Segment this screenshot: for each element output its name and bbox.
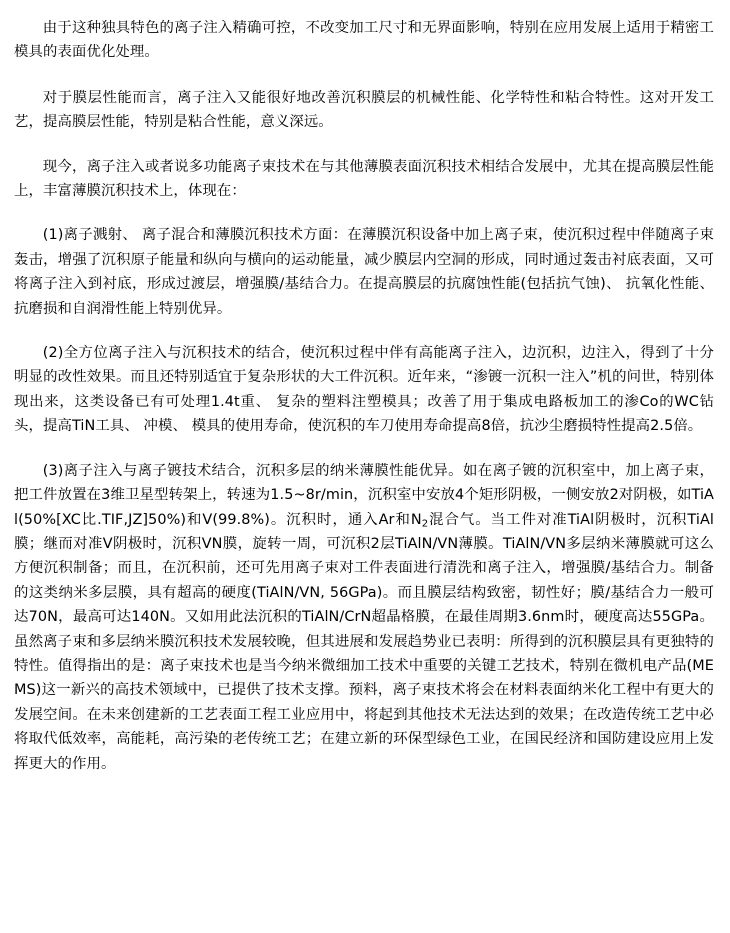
paragraph-4: (1)离子溅射、 离子混合和薄膜沉积技术方面：在薄膜沉积设备中加上离子束，使沉积过程中伴随离子束轰击，增强了沉积原子能量和纵向与横向的运动能量，减少膜层内空洞的形成，同时通过轰击衬底表面，又可将离子注入到衬底，形成过渡层，增强膜/基结合力。在提高膜层的抗腐蚀性能(包括抗气蚀)、 抗氧化性能、 抗磨损和自润滑性能上特别优异。: [14, 227, 714, 317]
document-body: [14, 16, 714, 776]
paragraph-2: 对于膜层性能而言，离子注入又能很好地改善沉积膜层的机械性能、化学特性和粘合特性。这对开发工艺，提高膜层性能，特别是粘合性能，意义深远。: [14, 89, 714, 131]
nitrogen-subscript: 2: [421, 518, 429, 530]
paragraph-6: [14, 459, 714, 776]
paragraph-5: (2)全方位离子注入与沉积技术的结合，使沉积过程中伴有高能离子注入，边沉积，边注入，得到了十分明显的改性效果。而且还特别适宜于复杂形状的大工件沉积。近年来，“渗镀一沉积一注入”机的问世，特别体现出来，这类设备已有可处理1.4t重、 复杂的塑料注塑模具；改善了用于集成电路板加工的渗Co的WC钻头，提高TiN工具、 冲模、 模具的使用寿命，使沉积的车刀使用寿命提高8倍，抗沙尘磨损特性提高2.5倍。: [14, 345, 714, 435]
paragraph-6-text-a: (3)离子注入与离子镀技术结合，沉积多层的纳米薄膜性能优异。如在离子镀的沉积室中，加上离子束，把工件放置在3维卫星型转架上，转速为1.5~8r/min，沉积室中安放4个矩形阴极，一侧安放2对阴极，如TiAl(50%[XC比.TIF,JZ]50%)和V(99.8%)。沉积时，通入Ar和N: [14, 462, 714, 528]
paragraph-6-text-b: 混合气。当工件对准TiAl阴极时，沉积TiAl膜；继而对准V阴极时，沉积VN膜，旋转一周，可沉积2层TiAlN/VN薄膜。TiAlN/VN多层纳米薄膜就可这么方便沉积制备；而且，在沉积前，还可先用离子束对工件表面进行清洗和离子注入，增强膜/基结合力。制备的这类纳米多层膜，具有超高的硬度(TiAlN/VN, 56GPa)。而且膜层结构致密，韧性好；膜/基结合力一般可达70N，最高可达140N。又如用此法沉积的TiAlN/CrN超晶格膜，在最佳周期3.6nm时，硬度高达55GPa。虽然离子束和多层纳米膜沉积技术发展较晚，但其进展和发展趋势业已表明：所得到的沉积膜层具有更独特的特性。值得指出的是：离子束技术也是当今纳米微细加工技术中重要的关键工艺技术，特别在微机电产品(MEMS)这一新兴的高技术领域中，已提供了技术支撑。预料，离子束技术将会在材料表面纳米化工程中有更大的发展空间。在未来创建新的工艺表面工程工业应用中，将起到其他技术无法达到的效果；在改造传统工艺中必将取代低效率，高能耗，高污染的老传统工艺；在建立新的环保型绿色工业，在国民经济和国防建设应用上发挥更大的作用。: [14, 511, 714, 772]
paragraph-3: 现今，离子注入或者说多功能离子束技术在与其他薄膜表面沉积技术相结合发展中，尤其在提高膜层性能上，丰富薄膜沉积技术上，体现在：: [14, 158, 714, 200]
paragraph-1: 由于这种独具特色的离子注入精确可控，不改变加工尺寸和无界面影响，特别在应用发展上适用于精密工模具的表面优化处理。: [14, 20, 714, 61]
